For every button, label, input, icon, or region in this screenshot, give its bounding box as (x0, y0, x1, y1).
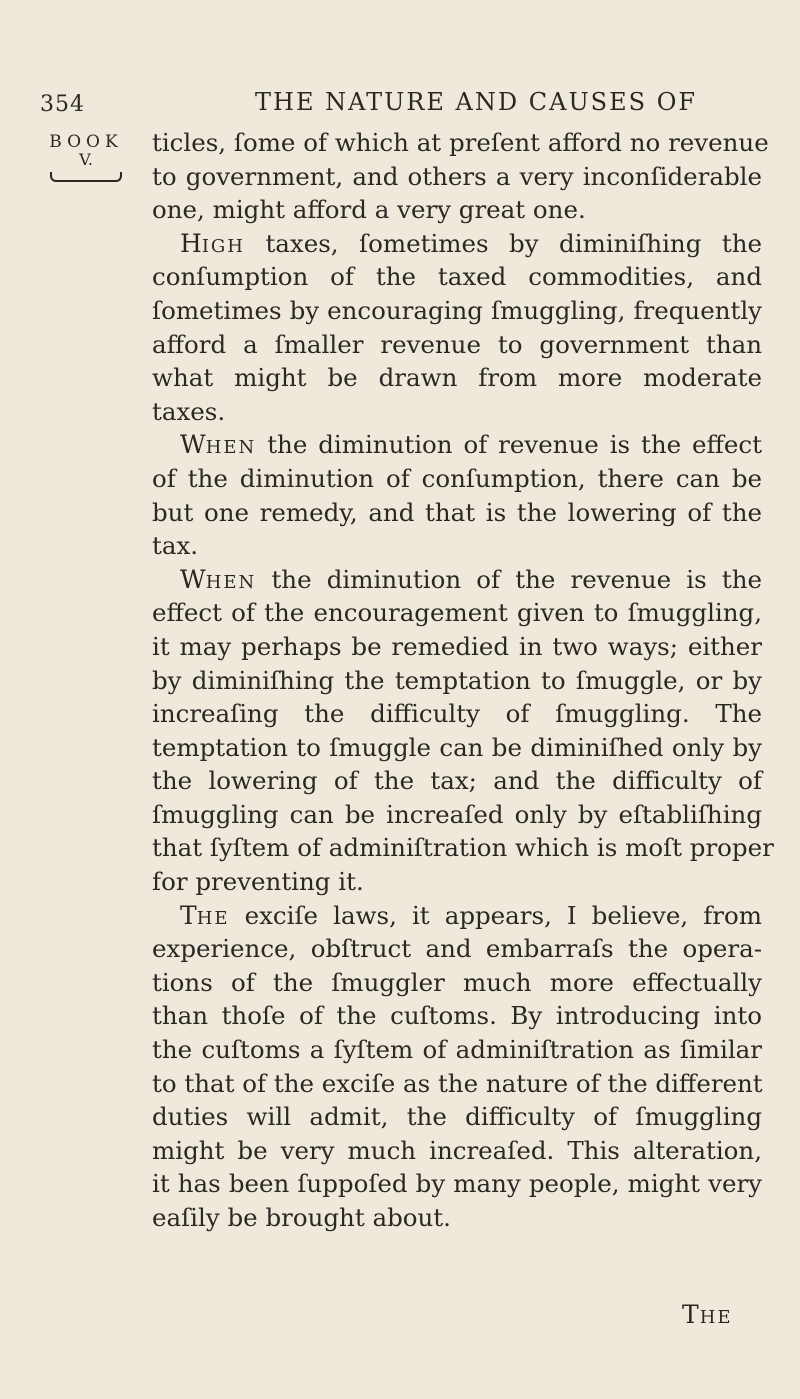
text-line: it may perhaps be remedied in two ways; either (152, 631, 762, 661)
text-line: ticles, ſome of which at preſent afford no revenue (152, 128, 769, 157)
brace-icon (50, 172, 122, 182)
paragraph-first-line (152, 899, 762, 933)
margin-note (40, 132, 132, 169)
catchword-capital: T (682, 1300, 700, 1329)
text-line: exciſe laws, it appears, I believe, from (229, 900, 762, 930)
running-head: THE NATURE AND CAUSES OF (255, 88, 698, 116)
text-line: the lowering of the tax; and the difficulty of (152, 766, 762, 796)
text-line: of the diminution of conſumption, there can be (152, 463, 762, 493)
margin-book-label: BOOK (49, 132, 123, 152)
text-line: tions of the ſmuggler much more effectually (152, 967, 762, 997)
lead-capital: H (180, 228, 202, 258)
text-line: but one remedy, and that is the lowering of the (152, 497, 762, 527)
text-line: for preventing it. (152, 867, 364, 897)
text-line: effect of the encouragement given to ſmuggling, (152, 598, 762, 628)
text-line: what might be drawn from more moderate (152, 363, 762, 393)
text-line: ſmuggling can be increaſed only by eſtabliſhing (152, 799, 762, 829)
text-line: that ſyſtem of adminiſtration which is moſt proper (152, 833, 774, 863)
text-line: the cuſtoms a ſyſtem of adminiſtration as ſimilar (152, 1035, 762, 1065)
lead-smallcaps: HEN (205, 571, 257, 593)
text-line: increaſing the difficulty of ſmuggling. The (152, 699, 762, 729)
text-line: the diminution of revenue is the effect (256, 430, 762, 460)
margin-volume-label: V. (79, 150, 93, 169)
text-line: to government, and others a very inconſiderable (152, 161, 762, 191)
paragraph-first-line (152, 227, 762, 261)
text-line: duties will admit, the difficulty of ſmuggling (152, 1102, 762, 1132)
lead-capital: T (180, 900, 197, 930)
text-line: taxes. (152, 396, 226, 426)
text-line: ſometimes by encouraging ſmuggling, frequently (152, 295, 762, 325)
text-line: by diminiſhing the temptation to ſmuggle, or by (152, 665, 762, 695)
catchword-smallcaps: HE (699, 1307, 733, 1328)
text-line: the diminution of the revenue is the (256, 564, 762, 594)
paragraph-first-line (152, 563, 762, 597)
text-line: it has been ſuppoſed by many people, might very (152, 1169, 762, 1199)
text-line: experience, obſtruct and embarraſs the opera- (152, 934, 762, 964)
paragraph-first-line (152, 428, 762, 462)
lead-capital: W (180, 430, 206, 460)
text-line: one, might afford a very great one. (152, 195, 586, 225)
lead-smallcaps: IGH (201, 235, 245, 257)
page-number: 354 (40, 92, 85, 117)
text-line: tax. (152, 531, 199, 561)
text-line: to that of the exciſe as the nature of the different (152, 1068, 763, 1098)
lead-smallcaps: HEN (205, 437, 257, 459)
text-line: afford a ſmaller revenue to government than (152, 329, 762, 359)
lead-smallcaps: HE (196, 907, 230, 929)
text-line: temptation to ſmuggle can be diminiſhed only by (152, 732, 762, 762)
lead-capital: W (180, 564, 206, 594)
text-line: might be very much increaſed. This alteration, (152, 1135, 762, 1165)
text-line: eaſily be brought about. (152, 1203, 451, 1232)
text-line: conſumption of the taxed commodities, and (152, 262, 762, 292)
text-line: taxes, ſometimes by diminiſhing the (245, 228, 762, 258)
text-line: than thoſe of the cuſtoms. By introducing into (152, 1001, 762, 1031)
catchword (682, 1300, 733, 1329)
body-text (152, 126, 774, 1235)
